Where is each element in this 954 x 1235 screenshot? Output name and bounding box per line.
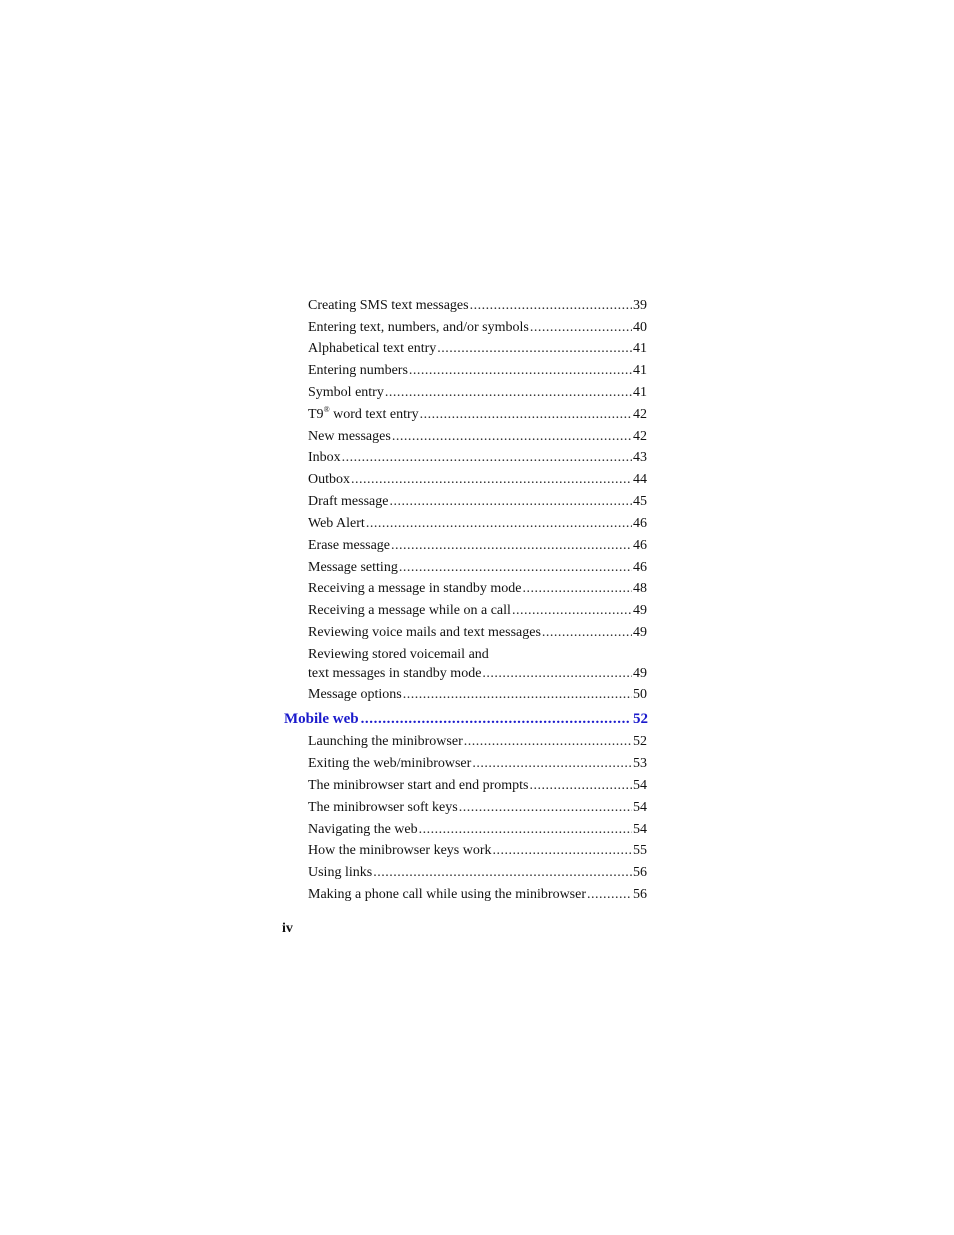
toc-entry[interactable]: [308, 734, 647, 750]
leader-dots: [587, 887, 632, 903]
toc-entry-title: Launching the minibrowser: [308, 734, 463, 749]
toc-entry-page: 42: [633, 429, 647, 444]
toc-entry[interactable]: [308, 822, 647, 838]
section-page: 52: [633, 711, 648, 727]
toc-entry-title: Entering text, numbers, and/or symbols: [308, 320, 529, 335]
leader-dots: [409, 363, 632, 379]
toc-entry-page: 53: [633, 756, 647, 771]
toc-entry-title: Inbox: [308, 450, 341, 465]
toc-entry-page: 52: [633, 734, 647, 749]
toc-entry-title: Symbol entry: [308, 385, 384, 400]
toc-entry-title: Alphabetical text entry: [308, 341, 437, 356]
leader-dots: [530, 320, 632, 336]
toc-entry-title: Draft message: [308, 494, 389, 509]
toc-entry-page: 49: [633, 625, 647, 640]
leader-dots: [391, 538, 632, 554]
toc-entry[interactable]: [308, 800, 647, 816]
toc-entry[interactable]: [308, 298, 647, 314]
leader-dots: [419, 822, 632, 838]
leader-dots: [459, 800, 632, 816]
toc-entry-page: 39: [633, 298, 647, 313]
toc-entry-page: 41: [633, 385, 647, 400]
leader-dots: [399, 560, 632, 576]
leader-dots: [366, 516, 632, 532]
toc-entry[interactable]: [308, 407, 647, 423]
leader-dots: [351, 472, 632, 488]
toc-entry-title-line1: Reviewing stored voicemail and: [308, 647, 489, 662]
toc-entry-title: Navigating the web: [308, 822, 418, 837]
toc-entry-title: The minibrowser start and end prompts: [308, 778, 529, 793]
toc-entry-page: 41: [633, 341, 647, 356]
title-suffix: word text entry: [329, 407, 419, 422]
toc-entry-page: 48: [633, 581, 647, 596]
toc-entry[interactable]: [308, 429, 647, 445]
leader-dots: [437, 341, 632, 357]
toc-entry-page: 46: [633, 538, 647, 553]
toc-entry[interactable]: [308, 385, 647, 401]
toc-entry-row: [308, 666, 647, 682]
toc-entry-title: Erase message: [308, 538, 391, 553]
leader-dots: [470, 298, 632, 314]
toc-entry[interactable]: [308, 494, 647, 510]
toc-entry-title: Making a phone call while using the minibrowser: [308, 887, 586, 902]
toc-entry-title: Web Alert: [308, 516, 365, 531]
toc-entry-page: 54: [633, 800, 647, 815]
toc-entry[interactable]: [308, 603, 647, 619]
toc-entry-title: [308, 407, 419, 423]
toc-entry[interactable]: [308, 625, 647, 641]
toc-entry-page: 56: [633, 887, 647, 902]
toc-entry[interactable]: [308, 843, 647, 859]
toc-entry[interactable]: [308, 865, 647, 881]
toc-entry-title: Exiting the web/minibrowser: [308, 756, 472, 771]
leader-dots: [373, 865, 632, 881]
toc-entry-page: 46: [633, 516, 647, 531]
toc-entry-page: 46: [633, 560, 647, 575]
toc-entry-page: 49: [633, 666, 647, 681]
toc-entry-page: 44: [633, 472, 647, 487]
toc-entry-title: Outbox: [308, 472, 350, 487]
leader-dots: [342, 450, 632, 466]
toc-entry-page: 54: [633, 778, 647, 793]
registered-mark: ®: [323, 405, 330, 414]
toc-entry-page: 42: [633, 407, 647, 422]
leader-dots: [493, 843, 632, 859]
leader-dots: [389, 494, 632, 510]
toc-entry[interactable]: [308, 687, 647, 703]
toc-entry-title: The minibrowser soft keys: [308, 800, 458, 815]
page-number: iv: [282, 921, 293, 936]
toc-entry-page: 56: [633, 865, 647, 880]
toc-entry-page: 50: [633, 687, 647, 702]
toc-entry-title: Receiving a message in standby mode: [308, 581, 522, 596]
toc-entry[interactable]: [308, 341, 647, 357]
toc-entry-page: 43: [633, 450, 647, 465]
toc-entry-page: 41: [633, 363, 647, 378]
leader-dots: [361, 710, 631, 728]
leader-dots: [420, 407, 632, 423]
leader-dots: [464, 734, 632, 750]
leader-dots: [522, 581, 632, 597]
section-title: Mobile web: [284, 711, 359, 727]
toc-entry-title-line2: text messages in standby mode: [308, 666, 482, 681]
leader-dots: [512, 603, 632, 619]
toc-entry[interactable]: [308, 516, 647, 532]
toc-entry[interactable]: [308, 363, 647, 379]
toc-entry-title: New messages: [308, 429, 391, 444]
toc-entry-title: Message setting: [308, 560, 398, 575]
toc-entry-page: 40: [633, 320, 647, 335]
toc-entry[interactable]: [308, 778, 647, 794]
toc-entry[interactable]: [308, 647, 647, 682]
toc-entry-title: Receiving a message while on a call: [308, 603, 511, 618]
toc-entry-page: 55: [633, 843, 647, 858]
toc-entry-title: How the minibrowser keys work: [308, 843, 492, 858]
leader-dots: [392, 429, 632, 445]
leader-dots: [482, 666, 632, 682]
toc-entry[interactable]: [308, 560, 647, 576]
toc-entry-title: Message options: [308, 687, 402, 702]
toc-entry[interactable]: [308, 320, 647, 336]
toc-entry[interactable]: [308, 450, 647, 466]
toc-entry-page: 54: [633, 822, 647, 837]
leader-dots: [472, 756, 632, 772]
toc-entry[interactable]: [308, 472, 647, 488]
leader-dots: [542, 625, 632, 641]
toc-entry-title: Creating SMS text messages: [308, 298, 469, 313]
toc-entry[interactable]: [308, 538, 647, 554]
toc-entry[interactable]: [308, 887, 647, 903]
toc-entry[interactable]: [308, 756, 647, 772]
toc-entry-title: Using links: [308, 865, 373, 880]
toc-section-heading[interactable]: [284, 710, 648, 728]
toc-entry[interactable]: [308, 581, 647, 597]
t9-text: T9: [308, 407, 324, 422]
leader-dots: [403, 687, 632, 703]
toc-entry-page: 49: [633, 603, 647, 618]
toc-entry-title: Entering numbers: [308, 363, 408, 378]
toc-entry-page: 45: [633, 494, 647, 509]
leader-dots: [529, 778, 632, 794]
leader-dots: [385, 385, 632, 401]
toc-entry-title: Reviewing voice mails and text messages: [308, 625, 541, 640]
